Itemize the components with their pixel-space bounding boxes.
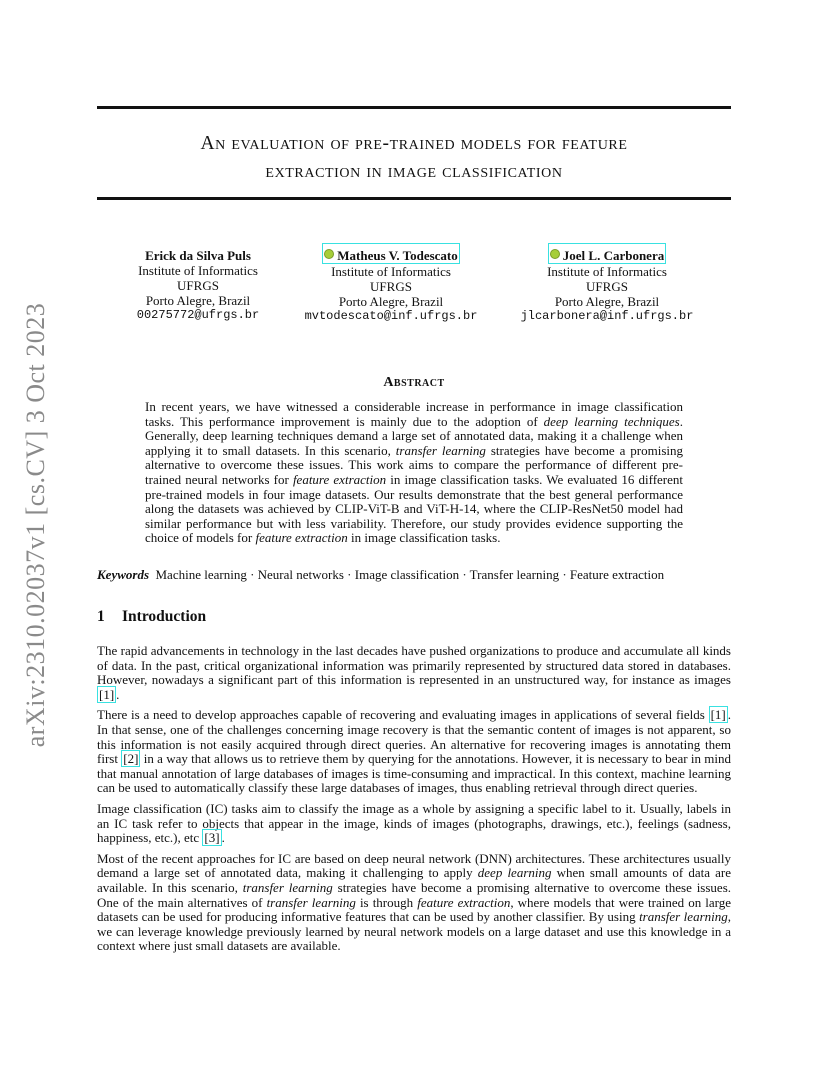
author-email: 00275772@ufrgs.br (136, 308, 260, 322)
abstract-heading: Abstract (383, 375, 445, 390)
arxiv-sidebar (16, 295, 56, 755)
arxiv-identifier: arXiv:2310.02037v1 [cs.CV] 3 Oct 2023 (21, 302, 50, 748)
author-city: Porto Alegre, Brazil (338, 294, 444, 309)
abstract-text: In recent years, we have witnessed a considerable increase in performance in image classification tasks. This performance improvement is mainly due to the adoption of deep learning techniques. Generally, deep learning techniques demand a large set of annotated data, making it a challenge when applying it to small datasets. In this scenario, transfer learning strategies have become a promising alternative to overcome these issues. This work aims to compare the performance of different pre-trained neural networks for feature extraction in image classification tasks. We evaluated 16 different pre-trained models in four image datasets. Our results demonstrate that the best general performance along the datasets was achieved by CLIP-ViT-B and ViT-H-14, where the CLIP-ResNet50 model had similar performance but with less variability. Therefore, our study provides evidence supporting the choice of models for feature extraction in image classification tasks. (145, 399, 684, 546)
title-line-1: An evaluation of pre-trained models for feature (200, 133, 628, 154)
author-name: Erick da Silva Puls (145, 248, 251, 263)
citation-link[interactable]: [2] (123, 751, 139, 767)
author-name: Matheus V. Todescato (337, 248, 458, 263)
author-affiliation: Institute of Informatics (331, 264, 451, 279)
author-affiliation: Institute of Informatics (547, 264, 667, 279)
author-2 (299, 248, 483, 324)
author-org: UFRGS (586, 279, 628, 294)
citation-link[interactable]: [1] (710, 707, 726, 723)
author-name-link[interactable] (548, 243, 666, 264)
author-name: Joel L. Carbonera (562, 248, 665, 263)
author-block (97, 248, 731, 328)
section-heading (97, 608, 206, 626)
author-org: UFRGS (177, 278, 219, 293)
author-org: UFRGS (370, 279, 412, 294)
section-title: Introduction (122, 608, 207, 625)
citation-link[interactable]: [3] (204, 830, 220, 846)
author-email: jlcarbonera@inf.ufrgs.br (520, 309, 694, 323)
paragraph: The rapid advancements in technology in the last decades have pushed organizations to produce and accumulate all kinds of data. In the past, critical organizational information was primarily represented by structured data stored in databases. However, nowadays a significant part of this information is represented in an unstructured way, for instance as images [1] . (97, 643, 731, 702)
paragraph: Image classification (IC) tasks aim to classify the image as a whole by assigning a specific label to it. Usually, labels in an IC task refer to objects that appear in the image, kinds of images (photographs, drawings, etc.), feelings (sadness, happiness, etc.), etc [3] . (97, 800, 731, 846)
author-name-link[interactable] (322, 243, 460, 264)
paragraph: Most of the recent approaches for IC are based on deep neural network (DNN) architectures. These architectures usually demand a large set of annotated data, making it challenging to apply deep learning when small amounts of data are available. In this scenario, transfer learning strategies have become a promising alternative to overcome these issues. One of the main alternatives of transfer learning is through feature extraction, where models that were trained on large datasets can be used for producing informative features that can be used by another classifier. By using transfer learning, we can leverage knowledge previously learned by neural network models on a large dataset and use this knowledge in a context where just small datasets are available. (97, 850, 732, 954)
orcid-icon[interactable] (324, 249, 334, 259)
keywords-list: Machine learning · Neural networks · Image classification · Transfer learning · Feature extraction (155, 567, 665, 582)
author-affiliation: Institute of Informatics (138, 263, 258, 278)
author-city: Porto Alegre, Brazil (145, 293, 251, 308)
bottom-title-rule (97, 197, 731, 200)
author-city: Porto Alegre, Brazil (554, 294, 660, 309)
keywords (97, 567, 731, 583)
paragraph: There is a need to develop approaches capable of recovering and evaluating images in applications of several fields [1] . In that sense, one of the challenges concerning image recovery is that the semantic content of images is not apparent, so this information is not easily acquired through direct queries. An alternative for recovering images is annotating them first [2] in a way that allows us to retrieve them by querying for the annotations. However, it is necessary to bear in mind that manual annotation of large databases of images is time-consuming and impractical. In this context, machine learning can be used to automatically classify these large databases of images, thus enabling retrieval through direct queries. (97, 707, 731, 796)
author-3 (515, 248, 699, 324)
top-rule (97, 106, 731, 109)
paper-title (97, 130, 731, 186)
intro-body (97, 644, 731, 960)
keywords-label: Keywords (97, 567, 149, 582)
section-number: 1 (97, 608, 105, 625)
title-line-2: extraction in image classification (265, 161, 563, 182)
orcid-icon[interactable] (550, 249, 560, 259)
citation-link[interactable]: [1] (99, 686, 115, 702)
author-email: mvtodescato@inf.ufrgs.br (304, 309, 478, 323)
author-1 (113, 248, 283, 323)
